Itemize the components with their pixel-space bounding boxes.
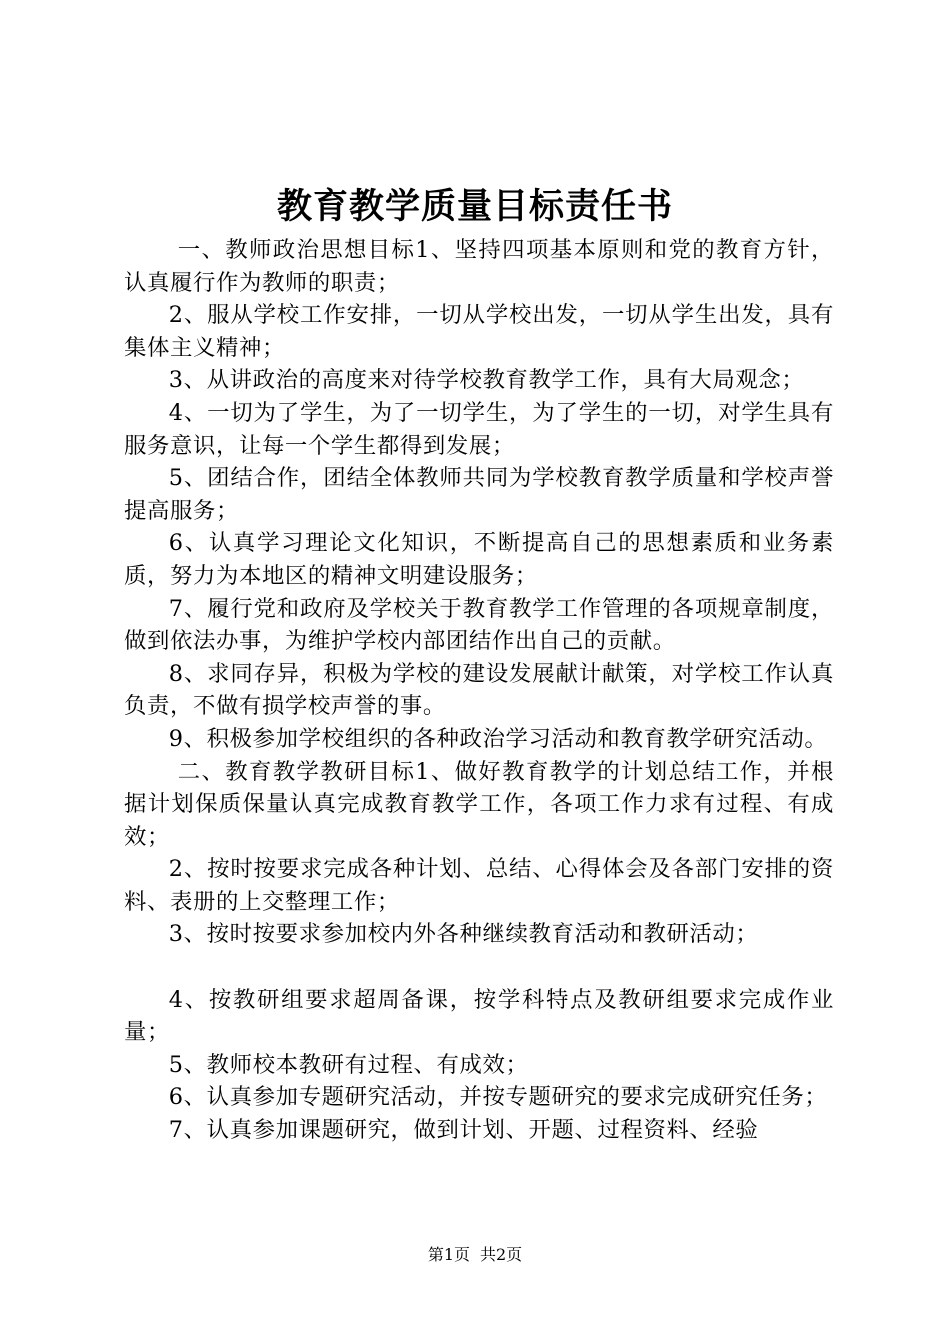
section-one-paragraph: 一、教师政治思想目标1、坚持四项基本原则和党的教育方针，认真履行作为教师的职责； — [124, 237, 834, 296]
body-paragraph: 3、按时按要求参加校内外各种继续教育活动和教研活动； — [168, 921, 759, 948]
body-paragraph: 7、履行党和政府及学校关于教育教学工作管理的各项规章制度，做到依法办事，为维护学校内部团结作出自己的贡献。 — [124, 595, 834, 655]
page-number-current: 第1页 — [427, 1245, 470, 1264]
body-paragraph: 2、按时按要求完成各种计划、总结、心得体会及各部门安排的资料、表册的上交整理工作； — [124, 856, 834, 915]
body-paragraph: 6、认真学习理论文化知识，不断提高自己的思想素质和业务素质，努力为本地区的精神文明建设服务； — [124, 530, 834, 589]
body-paragraph: 9、积极参加学校组织的各种政治学习活动和教育教学研究活动。 — [168, 725, 828, 752]
body-paragraph: 4、一切为了学生，为了一切学生，为了学生的一切，对学生具有服务意识，让每一个学生都得到发展； — [124, 399, 834, 459]
page-number-total: 共2页 — [480, 1245, 523, 1264]
blank-line — [124, 951, 834, 984]
document-title: 教育教学质量目标责任书 — [276, 186, 673, 227]
document-body — [124, 234, 834, 1147]
body-paragraph: 2、服从学校工作安排，一切从学校出发，一切从学生出发，具有集体主义精神； — [124, 302, 834, 361]
body-paragraph: 6、认真参加专题研究活动，并按专题研究的要求完成研究任务； — [168, 1084, 828, 1111]
body-paragraph: 4、按教研组要求超周备课，按学科特点及教研组要求完成作业量； — [124, 986, 834, 1046]
body-paragraph: 3、从讲政治的高度来对待学校教育教学工作，具有大局观念； — [168, 367, 805, 394]
body-paragraph: 5、团结合作，团结全体教师共同为学校教育教学质量和学校声誉提高服务； — [124, 465, 834, 524]
section-two-paragraph: 二、教育教学教研目标1、做好教育教学的计划总结工作，并根据计划保质保量认真完成教育教学工作，各项工作力求有过程、有成效； — [124, 758, 834, 850]
page-footer — [0, 1243, 950, 1267]
body-paragraph: 5、教师校本教研有过程、有成效； — [168, 1051, 529, 1078]
body-paragraph: 8、求同存异，积极为学校的建设发展献计献策，对学校工作认真负责，不做有损学校声誉的事。 — [124, 660, 834, 720]
body-paragraph: 7、认真参加课题研究，做到计划、开题、过程资料、经验 — [168, 1117, 759, 1144]
